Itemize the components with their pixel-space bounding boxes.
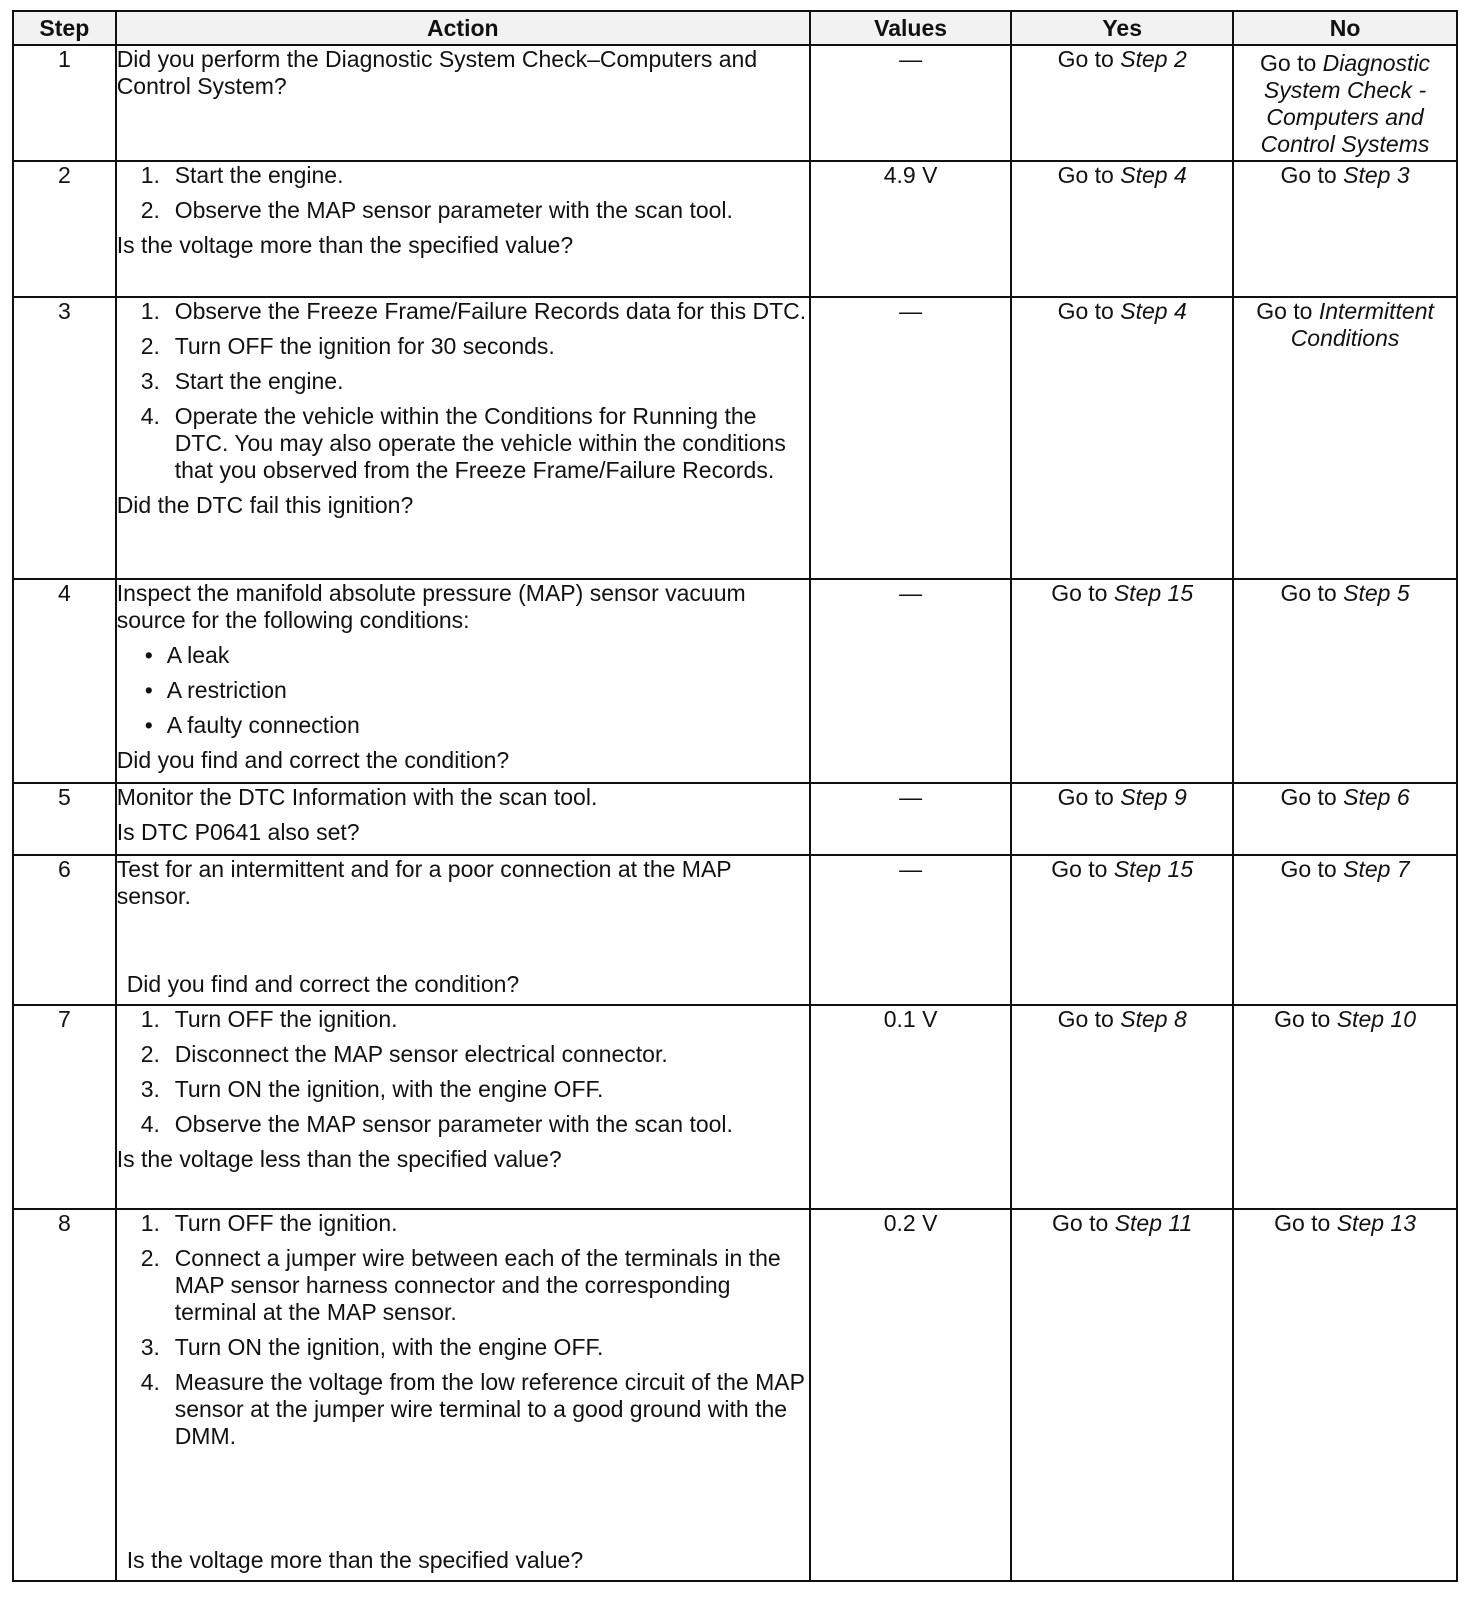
action-question: Did you find and correct the condition? bbox=[126, 971, 520, 997]
numbered-item: 2. Observe the MAP sensor parameter with the scan tool. bbox=[140, 197, 733, 223]
no-target: Intermittent Conditions bbox=[1290, 298, 1434, 351]
bullet-item: • A leak bbox=[144, 642, 230, 668]
no-cell bbox=[1233, 783, 1457, 855]
yes-cell bbox=[1011, 579, 1233, 783]
numbered-item: 4. Measure the voltage from the low reference circuit of the MAP sensor at the jumper wire terminal to a good ground with the DMM. bbox=[140, 1369, 805, 1449]
no-prefix: Go to bbox=[1280, 784, 1337, 810]
diagnostic-table bbox=[12, 10, 1458, 1582]
value-cell: 0.2 V bbox=[810, 1209, 1011, 1581]
header-yes: Yes bbox=[1011, 11, 1233, 45]
step-number: 3 bbox=[13, 297, 116, 579]
header-action: Action bbox=[116, 11, 810, 45]
yes-cell bbox=[1011, 1005, 1233, 1209]
action-question: Is the voltage less than the specified value? bbox=[116, 1146, 562, 1172]
yes-target: Step 15 bbox=[1113, 856, 1194, 882]
numbered-item: 3. Turn ON the ignition, with the engine OFF. bbox=[140, 1076, 604, 1102]
no-target: Step 13 bbox=[1336, 1210, 1417, 1236]
yes-cell bbox=[1011, 783, 1233, 855]
no-cell bbox=[1233, 1005, 1457, 1209]
step-number: 5 bbox=[13, 783, 116, 855]
step-number: 7 bbox=[13, 1005, 116, 1209]
no-target: Step 5 bbox=[1343, 580, 1410, 606]
numbered-item: 1. Turn OFF the ignition. bbox=[140, 1210, 398, 1236]
step-number: 6 bbox=[13, 855, 116, 1005]
value-cell: 0.1 V bbox=[810, 1005, 1011, 1209]
yes-target: Step 9 bbox=[1120, 784, 1187, 810]
table-row-step-7 bbox=[13, 1005, 1457, 1209]
action-question: Is the voltage more than the specified value? bbox=[126, 1547, 584, 1573]
no-target: Step 6 bbox=[1343, 784, 1410, 810]
action-question: Did the DTC fail this ignition? bbox=[116, 492, 414, 518]
value-cell: — bbox=[810, 579, 1011, 783]
numbered-item: 2. Connect a jumper wire between each of the terminals in the MAP sensor harness connector and the corresponding terminal at the MAP sensor. bbox=[140, 1245, 781, 1325]
yes-target: Step 4 bbox=[1120, 298, 1187, 324]
numbered-item: 4. Observe the MAP sensor parameter with the scan tool. bbox=[140, 1111, 733, 1137]
no-cell bbox=[1233, 161, 1457, 297]
table-row-step-3 bbox=[13, 297, 1457, 579]
action-cell bbox=[116, 579, 810, 783]
header-step: Step bbox=[13, 11, 116, 45]
yes-target: Step 15 bbox=[1113, 580, 1194, 606]
action-intro: Did you perform the Diagnostic System Check–Computers and Control System? bbox=[116, 46, 758, 99]
no-prefix: Go to bbox=[1274, 1210, 1331, 1236]
action-cell bbox=[116, 855, 810, 1005]
yes-target: Step 2 bbox=[1120, 46, 1187, 72]
table-row-step-1 bbox=[13, 45, 1457, 161]
action-cell bbox=[116, 297, 810, 579]
numbered-item: 3. Turn ON the ignition, with the engine OFF. bbox=[140, 1334, 604, 1360]
yes-prefix: Go to bbox=[1051, 856, 1108, 882]
yes-prefix: Go to bbox=[1057, 1006, 1114, 1032]
yes-cell bbox=[1011, 1209, 1233, 1581]
no-prefix: Go to bbox=[1280, 580, 1337, 606]
bullet-item: • A restriction bbox=[144, 677, 287, 703]
action-intro: Monitor the DTC Information with the scan tool. bbox=[116, 784, 598, 810]
step-number: 4 bbox=[13, 579, 116, 783]
no-prefix: Go to bbox=[1260, 50, 1317, 76]
yes-prefix: Go to bbox=[1051, 580, 1108, 606]
action-cell bbox=[116, 161, 810, 297]
action-intro: Inspect the manifold absolute pressure (MAP) sensor vacuum source for the following conditions: bbox=[116, 580, 746, 633]
step-number: 2 bbox=[13, 161, 116, 297]
numbered-item: 3. Start the engine. bbox=[140, 368, 344, 394]
numbered-item: 1. Observe the Freeze Frame/Failure Records data for this DTC. bbox=[140, 298, 807, 324]
action-cell bbox=[116, 45, 810, 161]
header-no: No bbox=[1233, 11, 1457, 45]
yes-target: Step 11 bbox=[1114, 1210, 1193, 1236]
no-target: Step 10 bbox=[1336, 1006, 1417, 1032]
action-cell bbox=[116, 1005, 810, 1209]
yes-target: Step 4 bbox=[1120, 162, 1187, 188]
table-row-step-2 bbox=[13, 161, 1457, 297]
yes-prefix: Go to bbox=[1052, 1210, 1109, 1236]
yes-cell bbox=[1011, 45, 1233, 161]
no-cell bbox=[1233, 855, 1457, 1005]
table-row-step-5 bbox=[13, 783, 1457, 855]
yes-cell bbox=[1011, 297, 1233, 579]
yes-prefix: Go to bbox=[1057, 784, 1114, 810]
action-intro: Test for an intermittent and for a poor connection at the MAP sensor. bbox=[116, 856, 732, 909]
numbered-item: 1. Start the engine. bbox=[140, 162, 344, 188]
header-row bbox=[13, 11, 1457, 45]
no-target: Step 3 bbox=[1343, 162, 1410, 188]
action-question: Is DTC P0641 also set? bbox=[116, 819, 360, 845]
yes-prefix: Go to bbox=[1057, 298, 1114, 324]
numbered-item: 4. Operate the vehicle within the Conditions for Running the DTC. You may also operate the vehicle within the conditions that you observed from the Freeze Frame/Failure Records. bbox=[140, 403, 786, 483]
no-cell bbox=[1233, 579, 1457, 783]
header-values: Values bbox=[810, 11, 1011, 45]
numbered-item: 2. Turn OFF the ignition for 30 seconds. bbox=[140, 333, 555, 359]
no-cell bbox=[1233, 45, 1457, 161]
no-prefix: Go to bbox=[1274, 1006, 1331, 1032]
action-cell bbox=[116, 1209, 810, 1581]
bullet-item: • A faulty connection bbox=[144, 712, 360, 738]
yes-prefix: Go to bbox=[1057, 162, 1114, 188]
yes-cell bbox=[1011, 855, 1233, 1005]
value-cell: — bbox=[810, 297, 1011, 579]
no-prefix: Go to bbox=[1256, 298, 1313, 324]
no-target: Diagnostic System Check - Computers and Control Systems bbox=[1260, 50, 1431, 157]
table-row-step-4 bbox=[13, 579, 1457, 783]
no-prefix: Go to bbox=[1280, 856, 1337, 882]
value-cell: — bbox=[810, 855, 1011, 1005]
table-row-step-8 bbox=[13, 1209, 1457, 1581]
action-question: Did you find and correct the condition? bbox=[116, 747, 510, 773]
value-cell: 4.9 V bbox=[810, 161, 1011, 297]
numbered-item: 1. Turn OFF the ignition. bbox=[140, 1006, 398, 1032]
no-target: Step 7 bbox=[1343, 856, 1410, 882]
no-prefix: Go to bbox=[1280, 162, 1337, 188]
table-row-step-6 bbox=[13, 855, 1457, 1005]
no-cell bbox=[1233, 297, 1457, 579]
numbered-item: 2. Disconnect the MAP sensor electrical connector. bbox=[140, 1041, 668, 1067]
value-cell: — bbox=[810, 45, 1011, 161]
no-cell bbox=[1233, 1209, 1457, 1581]
action-cell bbox=[116, 783, 810, 855]
yes-cell bbox=[1011, 161, 1233, 297]
step-number: 8 bbox=[13, 1209, 116, 1581]
value-cell: — bbox=[810, 783, 1011, 855]
step-number: 1 bbox=[13, 45, 116, 161]
yes-target: Step 8 bbox=[1120, 1006, 1187, 1032]
action-question: Is the voltage more than the specified value? bbox=[116, 232, 574, 258]
yes-prefix: Go to bbox=[1057, 46, 1114, 72]
